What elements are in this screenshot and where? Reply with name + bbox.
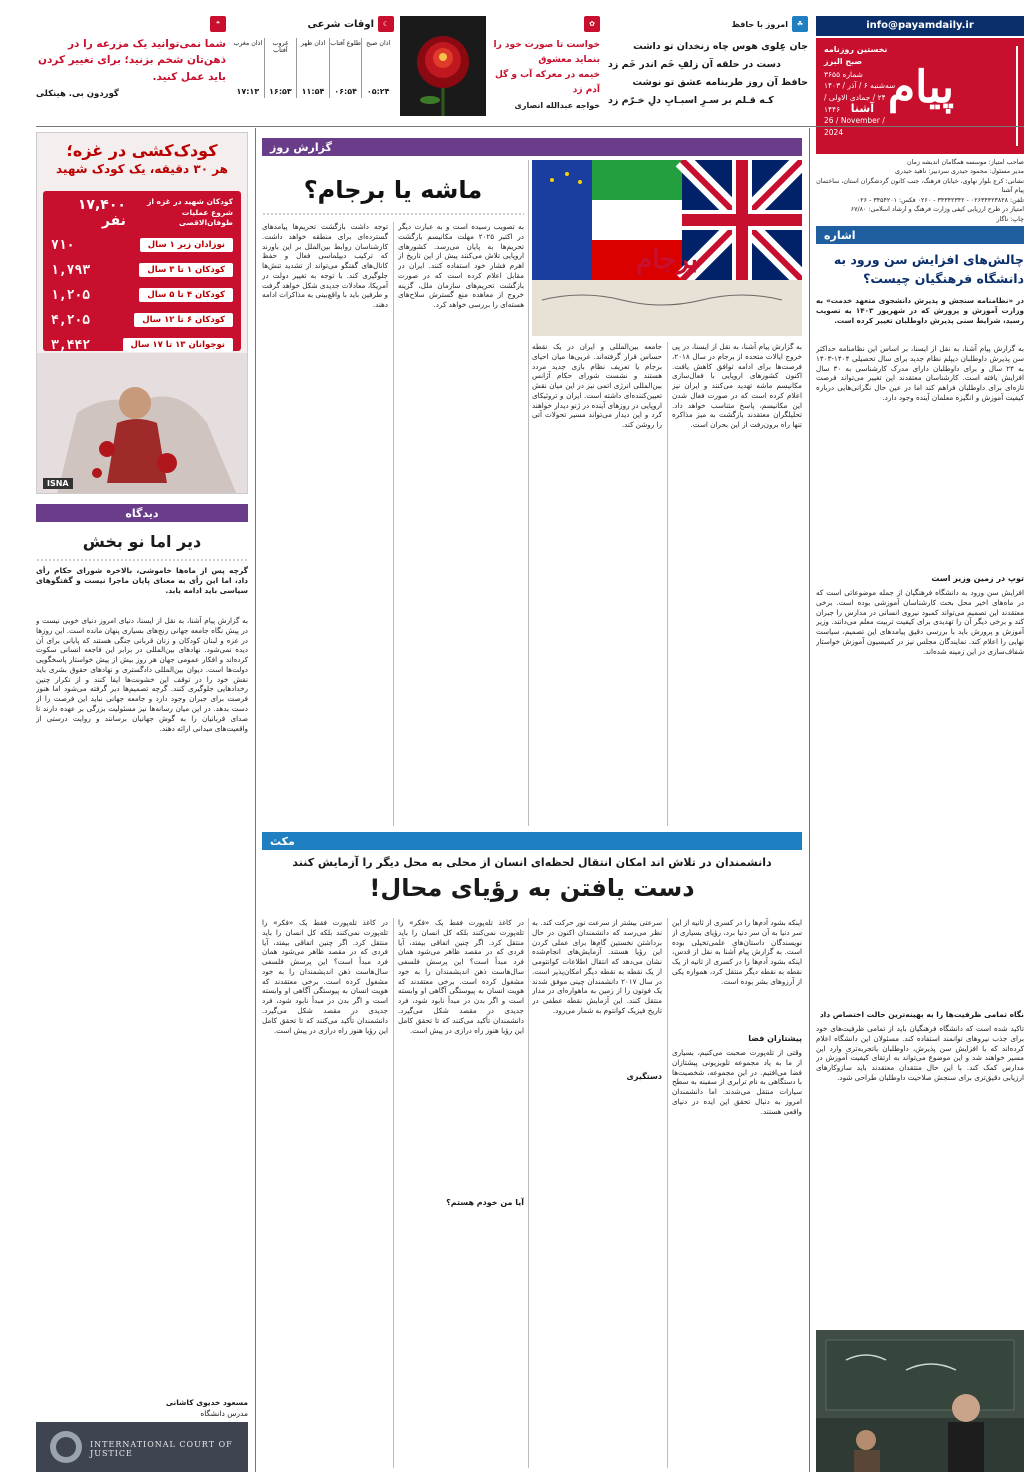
gaza-credit: ISNA xyxy=(43,478,73,489)
gaza-row-val-3: ۴,۲۰۵ xyxy=(51,312,91,328)
didgah-body: به گزارش پیام آشنا، به نقل از ایسنا، دنیای امروز دنیای خوبی نیست و در پیش نگاه جامعه جهانی رنج‌های بسیاری پنهان مانده است. این روزها در غزه و لبنان کودکان و زنان قربانی جنگی هستند که پایانی برای آن دیده نمی‌شود. نهادهای بین‌المللی در برابر این فاجعه انسانی سکوت کرده‌اند و افکار عمومی جهان هر روز بیش از پیش خواستار پاسخگویی دولت‌ها است. دیوان بین‌المللی دادگستری و نهادهای حقوق بشری باید نقش خود را در توقف این خشونت‌ها ایفا کنند و از تکرار چنین رخدادهایی جلوگیری کنند. گرچه تصمیم‌ها دیر گرفته می‌شود اما هنوز فرصت برای جبران وجود دارد و جامعه جهانی نباید این فرصت را از دست بدهد. در این میان رسانه‌ها نیز مسئولیت بزرگی بر عهده دارند تا صدای قربانیان را به گوش جهانیان برسانند و روایت درستی از واقعیت‌های میدانی ارائه دهند. xyxy=(36,616,248,733)
logo-block xyxy=(816,38,1024,154)
classroom-photo xyxy=(816,1330,1024,1472)
prayer-icon: ☾ xyxy=(378,16,394,32)
poem-icon: ✿ xyxy=(584,16,600,32)
credits: صاحب امتیاز: موسسه همگامان اندیشه زمان مدیر مسئول: محمود حیدری سردبیر: ناهید حیدری نشانی: کرج بلوار نهاوی، خیابان فرهنگ، جنب کانون گردشگران استان، ساختمان پیام آشنا تلفن: ۰۲۶۳۴۴۲۳۸۲۸ - ۳۴۳۴۲۳۴۲ - ۰۲۶۰ فکس: ۳۴۵۴۲۰۱ - ۰۲۶ امتیاز در طرح ارزیابی کیفی وزارت فرهنگ و ارشاد اسلامی: ۶۷/۸۰ چاپ: ناگار xyxy=(816,159,1024,223)
report-col-2: به گزارش پیام آشنا، به نقل از ایسنا، در پی خروج ایالات متحده از برجام در سال ۲۰۱۸، فرصت‌ها برای ادامه توافق کاهش یافت. اکنون کشورهای اروپایی با فعال‌سازی مکانیسم ماشه تهدید می‌کنند و ایران نیز اعلام کرده است که در صورت فعال شدن این مکانیسم، پاسخ متناسب خواهد داد. تحلیلگران معتقدند بازگشت به میز مذاکره تنها راه برون‌رفت از این بحران است. xyxy=(672,342,802,430)
hafez-line-2: دست در حلقه آن زلفِ خَم اندر خَم زد xyxy=(608,59,781,71)
ashare-title: چالش‌های افزایش سن ورود به دانشگاه فرهنگیان چیست؟ xyxy=(833,252,1024,287)
masthead xyxy=(816,16,1024,226)
gaza-row-val-1: ۱,۷۹۳ xyxy=(51,262,91,278)
poem-box xyxy=(400,16,600,116)
maktab-col-1: اینکه بشود آدم‌ها را در کسری از ثانیه از این سر دنیا به آن سر دنیا برد، رؤیای بسیاری از نویسندگان داستان‌های علمی‌تخیلی بوده است. به گزارش پیام آشنا به نقل از قدس، اینکه بشود آدم‌ها را در کسری از ثانیه از یک نقطه به نقطه دیگر منتقل کرد، همواره یکی از آرزوهای بشر بوده است. xyxy=(672,918,802,986)
prayer-v-3: ۱۶:۵۳ xyxy=(269,87,292,96)
gaza-row-val-4: ۳,۴۴۲ xyxy=(51,337,91,353)
report-col-5: توجه داشت بازگشت تحریم‌ها پیامدهای گسترده‌ای برای منطقه خواهد داشت. کارشناسان روابط بین‌الملل بر این باورند که ترکیب دیپلماسی فعال و حفظ کانال‌های گفتگو می‌تواند از تشدید تنش‌ها جلوگیری کند. با توجه به تغییر دولت در آمریکا، معادلات جدیدی شکل خواهد گرفت و طرفین باید با واقع‌بینی به مذاکرات ادامه دهند. xyxy=(262,222,388,310)
paper-sub: آشنا xyxy=(850,102,874,115)
didgah-author: مسعود خدیوی کاشانی xyxy=(165,1398,248,1407)
ashare-body-3: تاکید شده است که دانشگاه فرهنگیان باید از تمامی ظرفیت‌های خود برای جذب نیروهای توانمند استفاده کند. مسئولان این دانشگاه اعلام کرده‌اند که با افزایش سن پذیرش، داوطلبان باتجربه‌تری وارد این مسیر خواهند شد و این موضوع می‌تواند به ارتقای کیفیت آموزش در مدارس کمک کند. با این حال منتقدان معتقدند باید سازوکارهای ارزیابی دقیق‌تری برای سنجش صلاحیت داوطلبان طراحی شود. xyxy=(816,1024,1024,1082)
section-report: گزارش روز xyxy=(262,138,802,156)
ashare-body-2: افزایش سن ورود به دانشگاه فرهنگیان از جمله موضوعاتی است که در ماه‌های اخیر محل بحث کارشناسان آموزشی بوده است. برخی معتقدند این تصمیم می‌تواند کمبود نیروی انسانی در مدارس را جبران کند و برخی دیگر آن را تهدیدی برای کیفیت تربیت معلم می‌دانند. وزیر آموزش و پرورش باید با بررسی دقیق پیامدهای این تصمیم، سیاست نهایی را اعلام کند. نمایندگان مجلس نیز در کمیسیون آموزش خواستار شفاف‌سازی در این زمینه شده‌اند. xyxy=(816,588,1024,656)
hafez-line-4: کـه قـلم بر سـرِ اسبـابِ دلِ خـرّم زد xyxy=(608,95,774,107)
gaza-row-label-4: نوجوانان ۱۳ تا ۱۷ سال xyxy=(123,338,233,352)
gaza-child-photo xyxy=(37,353,248,494)
gaza-title: کودک‌کشی در غزه؛ xyxy=(66,141,218,160)
icj-photo xyxy=(36,1422,248,1472)
gaza-row-val-2: ۱,۲۰۵ xyxy=(51,287,91,303)
didgah-author-role: مدرس دانشگاه xyxy=(200,1408,248,1418)
prayer-h-2: اذان ظهر xyxy=(300,40,326,47)
gaza-infographic xyxy=(36,132,248,494)
hafez-icon: ☘ xyxy=(792,16,808,32)
date-en: 26 / November / 2024 xyxy=(824,116,885,137)
tagline: نخستین روزنامه صبح البرز xyxy=(824,45,888,67)
report-col-1: جامعه بین‌المللی و ایران در یک نقطه حساس قرار گرفته‌اند. غربی‌ها میان احیای برجام یا تعریف نظام بازی جدید مردد هستند و نشست شورای حکام آژانس بین‌المللی انرژی اتمی نیز در این میان نقش تعیین‌کننده‌ای داشته است. ایران و تروئیکای اروپایی در روزهای آینده در ژنو دیدار خواهند کرد و این دیدار می‌تواند مسیر تحولات آتی را روشن کند. xyxy=(532,342,662,430)
quote-author: گوردون بی. هینکلی xyxy=(36,88,119,99)
gaza-row-label-1: کودکان ۱ تا ۳ سال xyxy=(139,263,233,277)
prayer-v-4: ۱۷:۱۳ xyxy=(236,87,260,96)
icj-caption: INTERNATIONAL COURT OF JUSTICE xyxy=(90,1440,233,1458)
gaza-subtitle: هر ۳۰ دقیقه، یک کودک شهید xyxy=(55,162,228,176)
prayer-h-3: غروب آفتاب xyxy=(272,40,289,54)
didgah-lead: گرچه پس از ماه‌ها خاموشی، بالاخره شورای حکام رأی داد، اما این رأی به معنای پایان ماجرا نیست و گفتگوهای سیاسی باید ادامه یابد. xyxy=(36,566,248,596)
gaza-row-val-0: ۷۱۰ xyxy=(51,237,75,253)
prayer-h-0: اذان صبح xyxy=(366,40,391,47)
issue-number: شماره ۳۶۵۵ xyxy=(824,69,863,79)
poem-line-1: خواست تا صورت خود را xyxy=(493,40,600,50)
email[interactable]: info@payamdaily.ir xyxy=(816,16,1024,36)
quote-icon: ❝ xyxy=(210,16,226,32)
maktab-col-1b: وقتی از تله‌پورت صحبت می‌کنیم، بسیاری از ما به یاد مجموعه تلویزیونی پیشتازان فضا می‌افتیم. در این مجموعه، شخصیت‌ها با دستگاهی به نام ترابری از سفینه به سطح سیارات منتقل می‌شدند. اما دانشمندان امروز به دنبال تحقق این ایده در دنیای واقعی هستند. xyxy=(672,1048,802,1116)
rose-image xyxy=(400,16,486,116)
maktab-col-2: سرعتی بیشتر از سرعت نور حرکت کند. به نظر می‌رسد که دانشمندان اکنون در حال برداشتن نخستین گام‌ها برای عملی کردن این رؤیا هستند. آزمایش‌های انجام‌شده نشان می‌دهد که انتقال اطلاعات کوانتومی از یک نقطه به نقطه دیگر امکان‌پذیر است. در سال ۲۰۱۷ دانشمندان چینی موفق شدند یک فوتون را از زمین به ماهواره‌ای در مدار منتقل کنند. این آزمایش نقطه عطفی در تاریخ فیزیک کوانتوم به شمار می‌رود. xyxy=(532,918,662,1016)
date-hijri: ۲۴ / جمادی الاولی / ۱۴۴۶ xyxy=(824,93,886,114)
poem-author: خواجه عبدالله انصاری xyxy=(514,101,600,111)
hafez-box xyxy=(608,16,808,116)
maktab-sub-2: دستگیری xyxy=(626,1072,662,1081)
poem-line-3: خیمه در معرکه آب و گل xyxy=(494,69,600,80)
prayer-title: اوقات شرعی xyxy=(307,18,374,30)
maktab-col-4: در کاغذ تله‌پورت فقط یک «فکر» را تله‌پورت نمی‌کنند بلکه کل انسان را باید منتقل کرد. اگر چنین اتفاقی بیفتد، آیا فردی که در مقصد ظاهر می‌شود همان فرد مبدأ است؟ این پرسش فلسفی سال‌هاست ذهن اندیشمندان را به خود مشغول کرده است. برخی معتقدند که هویت انسان به پیوستگی آگاهی او وابسته است و اگر بدن در مبدأ نابود شود، فرد جدیدی در مقصد شکل می‌گیرد. دانشمندان تأکید می‌کنند که تا تحقق کامل این رؤیا هنوز راه درازی در پیش است. xyxy=(262,918,388,1035)
hafez-line-3: حافظ آن روز طربنامه عشق تو نوشت xyxy=(632,77,808,89)
maktab-col-3: در کاغذ تله‌پورت فقط یک «فکر» را تله‌پورت نمی‌کنند بلکه کل انسان را باید منتقل کرد. اگر چنین اتفاقی بیفتد، آیا فردی که در مقصد ظاهر می‌شود همان فرد مبدأ است؟ این پرسش فلسفی سال‌هاست ذهن اندیشمندان را به خود مشغول کرده است. برخی معتقدند که هویت انسان به پیوستگی آگاهی او وابسته است و اگر بدن در مبدأ نابود شود، فرد جدیدی در مقصد شکل می‌گیرد. دانشمندان تأکید می‌کنند که تا تحقق کامل این رؤیا هنوز راه درازی در پیش است. xyxy=(398,918,524,1035)
gaza-row-label-2: کودکان ۴ تا ۵ سال xyxy=(139,288,233,302)
section-maktab: مکث xyxy=(262,832,802,850)
paper-name: پیام xyxy=(887,62,954,113)
poem-line-4: آدم زد xyxy=(572,84,600,95)
gaza-row-label-0: نوزادان زیر ۱ سال xyxy=(140,238,233,252)
gaza-row-label-3: کودکان ۶ تا ۱۲ سال xyxy=(134,313,233,327)
maktab-sub-1: پیشتازان فضا xyxy=(748,1034,802,1043)
poem-line-2: بنماید معشوق xyxy=(538,54,600,65)
ashare-body: به گزارش پیام آشنا، به نقل از ایسنا، بر اساس این نظامنامه حداکثر سن پذیرش داوطلبان دیپلم نظام جدید برای سال تحصیلی ۱۴۰۴-۱۴۰۳ به ۲۴ سال و برای داوطلبان دارای مدرک کارشناسی به ۳۰ سال افزایش یافته است. کارشناسان معتقدند این تغییر می‌تواند فرصت تازه‌ای برای داوطلبان فراهم کند اما در عین حال نگرانی‌هایی درباره کیفیت آموزش و انگیزه معلمان آینده وجود دارد. xyxy=(816,344,1024,402)
quote-box xyxy=(36,16,226,116)
ashare-sub-1: توپ در زمین وزیر است xyxy=(931,574,1024,583)
ashare-lead: در «نظامنامه سنجش و پذیرش دانشجوی متعهد خدمت» به وزارت آموزش و پرورش که در شهریور ۱۴۰۳ به تصویب رسید، شرایط سنی پذیرش داوطلبان تغییر کرده است. xyxy=(816,296,1024,325)
svg-text:برجام: برجام xyxy=(636,245,698,275)
gaza-label: کودکان شهید در غزه از شروع عملیات طوفان‌الاقصی xyxy=(147,197,233,228)
prayer-box xyxy=(232,16,394,116)
gaza-total: ۱۷,۴۰۰ نفر xyxy=(77,197,126,229)
report-col-4: به تصویب رسیده است و به عبارت دیگر در اکتبر ۲۰۲۵ مهلت مکانیسم بازگشت تحریم‌ها به پایان می‌رسد. کشورهای اروپایی تلاش می‌کنند پیش از این تاریخ از اهرم فشار خود استفاده کنند. ایران در مقابل اعلام کرده است که در صورت بازگشت تحریم‌های سازمان ملل، گزینه خروج از معاهده منع گسترش سلاح‌های هسته‌ای را بررسی خواهد کرد. xyxy=(398,222,524,310)
prayer-v-0: ۰۵:۲۴ xyxy=(366,87,390,96)
section-ashare: اشاره xyxy=(816,226,1024,244)
maktab-kicker: دانشمندان در تلاش اند امکان انتقال لحظه‌ای انسان از محلی به محل دیگر را آزمایش کنند xyxy=(292,856,772,869)
prayer-v-1: ۰۶:۵۴ xyxy=(334,87,357,96)
prayer-v-2: ۱۱:۵۴ xyxy=(301,87,325,96)
maktab-title: دست یافتن به رؤیای محال! xyxy=(369,874,695,902)
section-didgah: دیدگاه xyxy=(36,504,248,522)
hafez-line-1: جان عِلوی هوس چاه زنخدان تو داشت xyxy=(633,41,808,52)
report-title: ماشه یا برجام؟ xyxy=(303,176,483,204)
hafez-label: امروز با حافظ xyxy=(731,19,788,29)
prayer-h-1: طلوع آفتاب xyxy=(330,40,361,47)
maktab-sub-3: آیا من خودم هستم؟ xyxy=(398,1198,524,1207)
quote-text: شما نمی‌توانید یک مزرعه را در ذهن‌تان شخم بزنید؛ برای تغییر کردن باید عمل کنید. xyxy=(38,38,226,83)
date-fa: سه‌شنبه ۶ / آذر / ۱۴۰۳ xyxy=(824,81,896,91)
ashare-sub-2: نگاه تمامی ظرفیت‌ها را به بهینه‌ترین حالت اختصاص داد xyxy=(819,1010,1024,1019)
didgah-title: دیر اما نو بخش xyxy=(82,532,202,551)
flags-photo xyxy=(532,160,802,336)
prayer-h-4: اذان مغرب xyxy=(233,40,263,47)
